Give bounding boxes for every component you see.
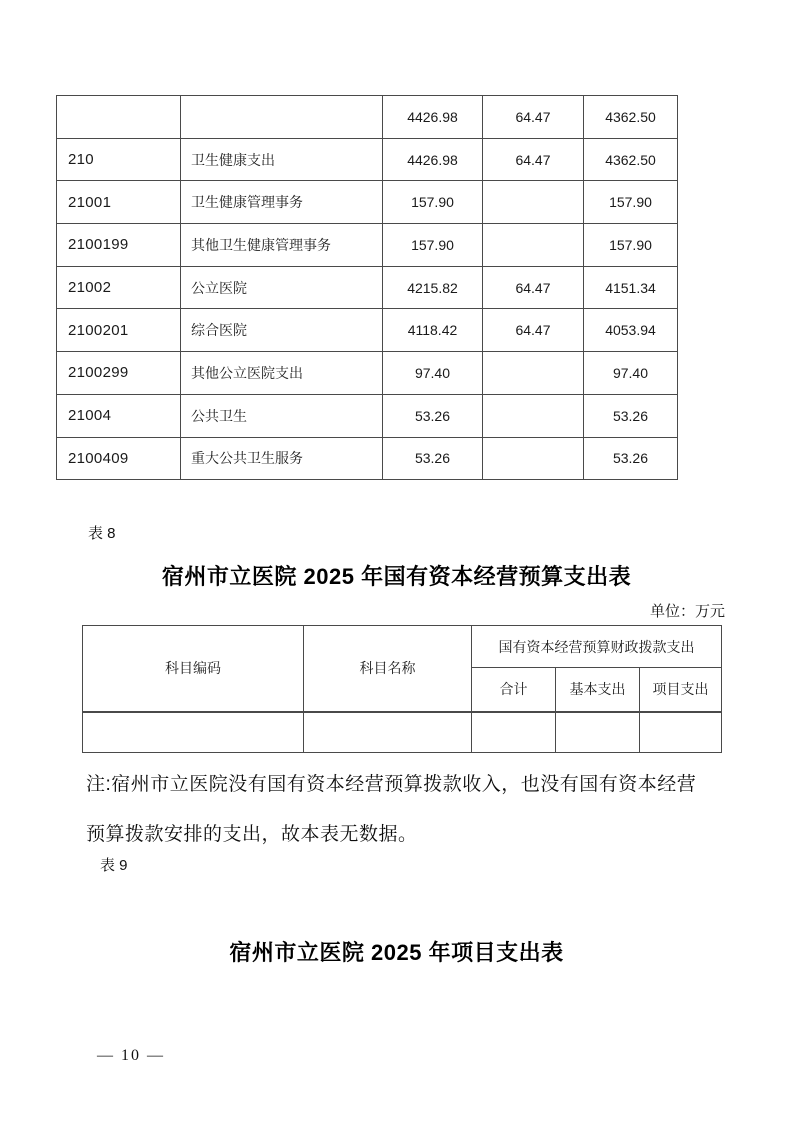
table-row: [57, 352, 678, 395]
table-row: [57, 96, 678, 139]
column-header-group: 国有资本经营预算财政拨款支出: [472, 626, 722, 668]
code-cell: 2100199: [57, 224, 181, 267]
table8-label: 表 8: [88, 525, 116, 542]
project-cell: 97.40: [584, 352, 678, 395]
basic-cell: [483, 224, 584, 267]
empty-data-row: [83, 712, 722, 753]
project-cell: 157.90: [584, 224, 678, 267]
project-cell: 53.26: [584, 394, 678, 437]
basic-cell: [483, 437, 584, 480]
name-cell: 其他卫生健康管理事务: [181, 224, 383, 267]
project-cell: 53.26: [584, 437, 678, 480]
basic-cell: 64.47: [483, 138, 584, 181]
name-cell: 公立医院: [181, 266, 383, 309]
table9-label: 表 9: [100, 857, 128, 874]
project-cell: 4151.34: [584, 266, 678, 309]
code-cell: 2100409: [57, 437, 181, 480]
page-number: — 10 —: [97, 1047, 165, 1064]
code-cell: 2100201: [57, 309, 181, 352]
table-row: [57, 138, 678, 181]
basic-cell: 64.47: [483, 266, 584, 309]
empty-cell: [640, 712, 722, 753]
name-cell: 综合医院: [181, 309, 383, 352]
project-cell: 4053.94: [584, 309, 678, 352]
empty-cell: [304, 712, 472, 753]
column-header-code: 科目编码: [83, 626, 304, 712]
empty-cell: [472, 712, 556, 753]
code-cell: [57, 96, 181, 139]
name-cell: 重大公共卫生服务: [181, 437, 383, 480]
name-cell: 其他公立医院支出: [181, 352, 383, 395]
note-line: 预算拨款安排的支出，故本表无数据。: [86, 824, 418, 845]
table-row: [57, 309, 678, 352]
project-cell: 4362.50: [584, 96, 678, 139]
column-header-name: 科目名称: [304, 626, 472, 712]
code-cell: 21001: [57, 181, 181, 224]
column-header-project: 项目支出: [640, 668, 722, 712]
code-cell: 21002: [57, 266, 181, 309]
basic-cell: 64.47: [483, 309, 584, 352]
code-cell: 2100299: [57, 352, 181, 395]
basic-cell: 64.47: [483, 96, 584, 139]
total-cell: 157.90: [383, 224, 483, 267]
name-cell: 卫生健康支出: [181, 138, 383, 181]
column-header-total: 合计: [472, 668, 556, 712]
unit-label: 单位：万元: [649, 603, 725, 620]
table-row: [57, 181, 678, 224]
column-header-basic: 基本支出: [556, 668, 640, 712]
table-row: [57, 266, 678, 309]
code-cell: 21004: [57, 394, 181, 437]
total-cell: 4426.98: [383, 96, 483, 139]
table-body: [83, 626, 722, 753]
total-cell: 53.26: [383, 437, 483, 480]
name-cell: [181, 96, 383, 139]
basic-cell: [483, 394, 584, 437]
name-cell: 公共卫生: [181, 394, 383, 437]
project-cell: 4362.50: [584, 138, 678, 181]
expenditure-continuation-table: [56, 95, 678, 480]
table-row: [57, 394, 678, 437]
basic-cell: [483, 181, 584, 224]
total-cell: 4215.82: [383, 266, 483, 309]
state-capital-budget-table: [82, 625, 722, 753]
note-line: 注:宿州市立医院没有国有资本经营预算拨款收入，也没有国有资本经营: [86, 774, 697, 795]
total-cell: 4426.98: [383, 138, 483, 181]
table8-title: 宿州市立医院 2025 年国有资本经营预算支出表: [161, 564, 632, 589]
project-cell: 157.90: [584, 181, 678, 224]
table9-title: 宿州市立医院 2025 年项目支出表: [229, 940, 564, 965]
basic-cell: [483, 352, 584, 395]
table-row: [57, 224, 678, 267]
table-body: [57, 96, 678, 480]
header-row-group: [83, 626, 722, 668]
table8-note: [86, 760, 726, 860]
empty-cell: [83, 712, 304, 753]
empty-cell: [556, 712, 640, 753]
table-row: [57, 437, 678, 480]
total-cell: 4118.42: [383, 309, 483, 352]
code-cell: 210: [57, 138, 181, 181]
name-cell: 卫生健康管理事务: [181, 181, 383, 224]
total-cell: 157.90: [383, 181, 483, 224]
total-cell: 53.26: [383, 394, 483, 437]
total-cell: 97.40: [383, 352, 483, 395]
